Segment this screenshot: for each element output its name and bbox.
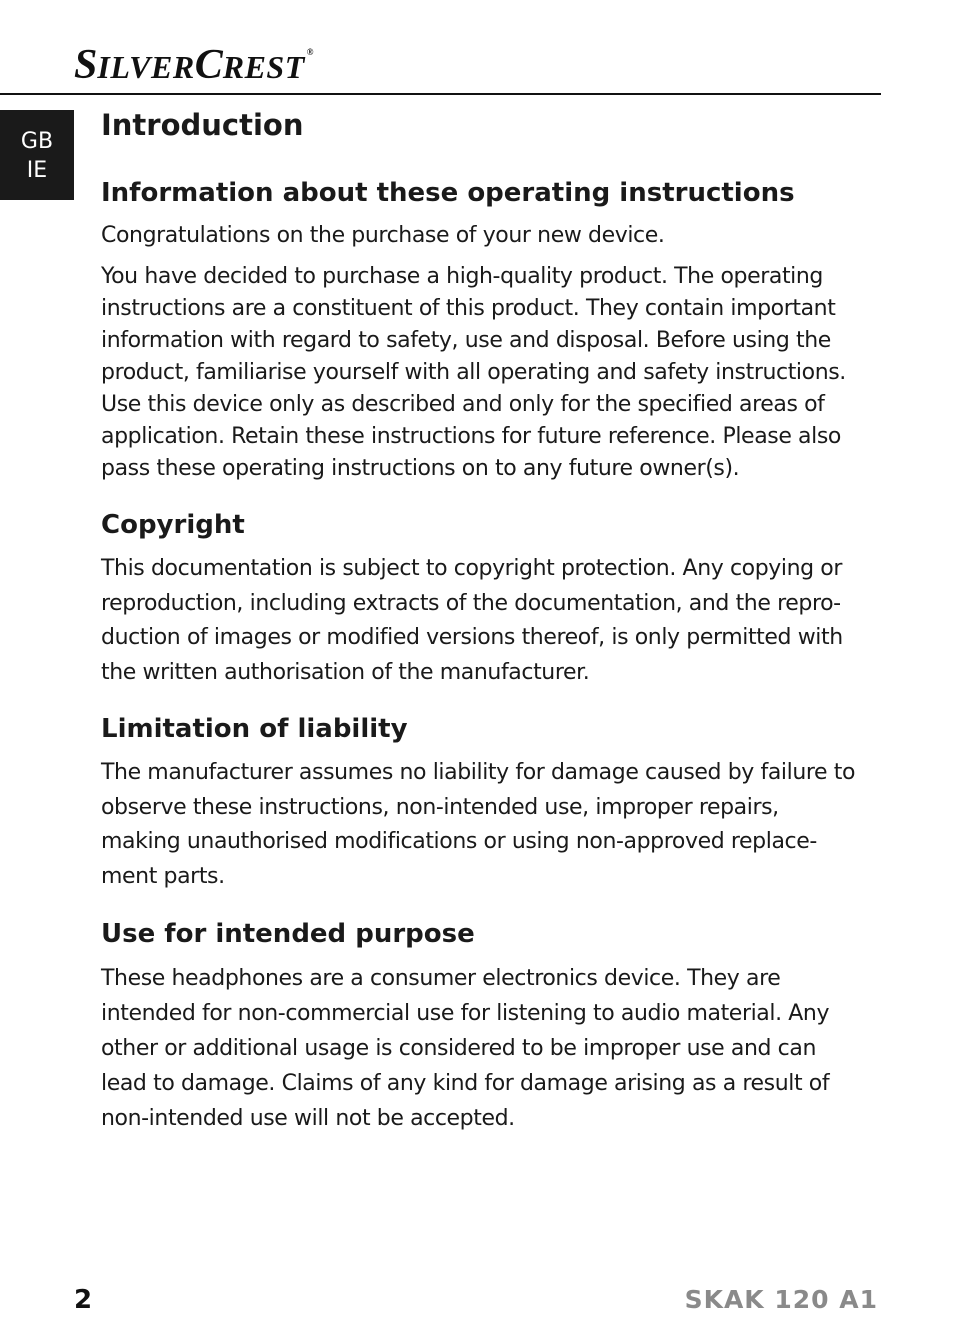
info-paragraph-details: You have decided to purchase a high-quality product. The operating instructions are a constituent of this product. They contain important information with regard to safety, use and disposal. Before using the product, familiarise yourself with all operating and safety instructions. Use this device only as described and only for the specified areas of application. Retain these instructions for future reference. Please also pass these operating instructions on to any future owner(s). [101,264,846,481]
introduction-heading: Introduction [101,108,304,142]
copyright-heading: Copyright [101,510,245,540]
model-name: SKAK 120 A1 [684,1285,878,1314]
brand-logo [74,44,313,86]
intended-purpose-heading: Use for intended purpose [101,919,475,949]
language-code-gb: GB [20,129,54,154]
language-tab [0,110,74,200]
registered-mark: ® [306,47,314,57]
copyright-paragraph: This documentation is subject to copyright protection. Any copying or reproduction, including extracts of the documentation, and the reproduction of images or modified versions thereof, is only permitted with the written authorisation of the manufacturer. [101,556,843,685]
info-heading: Information about these operating instructions [101,178,795,208]
intended-purpose-paragraph: These headphones are a consumer electronics device. They are intended for non-commercial use for listening to audio material. Any other or additional usage is considered to be improper use and can lead to damage. Claims of any kind for damage arising as a result of non-intended use will not be accepted. [101,966,830,1131]
page-number: 2 [74,1285,93,1315]
page-content [101,106,861,1136]
brand-word-ilver: ILVER [97,49,195,85]
info-paragraph-congratulations: Congratulations on the purchase of your new device. [101,223,665,248]
header-divider [0,93,881,95]
language-code-ie: IE [26,158,48,183]
liability-paragraph: The manufacturer assumes no liability for damage caused by failure to observe these instructions, non-intended use, improper repairs, making unauthorised modifications or using non-approved replacement parts. [101,760,856,889]
brand-initial-c: C [194,42,223,88]
brand-word-rest: REST [222,49,305,85]
brand-initial-s: S [74,42,98,88]
liability-heading: Limitation of liability [101,714,408,744]
